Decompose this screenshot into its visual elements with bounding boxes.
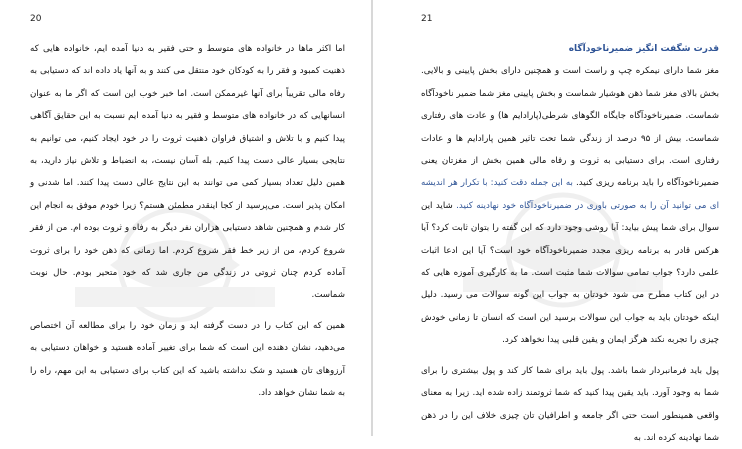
text-line: نشان دهنده این است که شما برای تغییر آماده هستید و خواهان دستیابی به آرزوهای تان (30, 343, 345, 376)
paragraph (421, 60, 719, 351)
highlighted-quote: به این جمله دقت کنید: با تکرار هر اندیشه ای می توانید آن را به صورتی باوری در (421, 178, 720, 211)
text-line: می رسید. دلیل اینکه خودتان باید به جواب این سوالات برسید این است که انسان تا زمانی (421, 290, 719, 323)
left-page (0, 0, 372, 436)
text-line: هستید و شک نداشته باشید که این کتاب برای دستیابی به این مهم، راه را به شما نشان (30, 365, 345, 399)
text-line: کمبود و فقر را به کودکان خود منتقل می کنند و به آنها یاد داده اند که دستیابی به رفاه (30, 66, 345, 99)
right-page (373, 0, 742, 443)
text-line: خط فقر شروع کردم. اما زمانی که ذهن خود را برای ثروت آماده کردم چنان ثروتی در (30, 245, 345, 279)
text-line: با تلاش و اشتیاق فراوان ذهنیت ثروت را در خود ایجاد کنیم، می توانیم به نتایجی بسیار (30, 133, 346, 167)
text-line: دارد که این گفته را بتوان ثابت کرد؟ آیا هرکس قادر به برنامه ریزی مجدد ضمیرناخودآگاه (421, 223, 720, 256)
paragraph (30, 315, 345, 405)
text-line: است حتی اگر جامعه و اطرافیان تان چیزی خلاف این را در ذهن شما نهادینه کرده اند. به (421, 410, 719, 443)
text-line: زندگی من جاری شد که خود متحیر بودم. حال نوبت شماست. (30, 268, 345, 301)
text-line: اما اکثر ماها در خانواده های متوسط و حتی فقیر به دنیا آمده ایم، خانواده هایی که ذهنیت (30, 44, 346, 77)
text-line: مالی تقریباً برای آنها غیرممکن است. اما خبر خوب این است که اگر ما به عنوان انسانهایی (30, 88, 346, 122)
text-line: خواهد داد. (258, 388, 296, 399)
text-line: شاید این سوال برای شما پیش بیاید: آیا روشی وجود (421, 200, 719, 234)
text-line: شاهد دستیابی هزاران نفر دیگر به رفاه و ثروت بوده ام. من از فقر شروع کردم، من از زیر (30, 223, 346, 256)
page-number-right: 21 (421, 14, 433, 24)
text-line: وجود آورد. باید یقین پیدا کنید که شما ثروتمند زاده شده اید. زیرا به معنای واقعی همینطور (421, 388, 719, 421)
paragraph (421, 360, 719, 449)
text-line: خود است؟ آیا این ادعا اثبات علمی دارد؟ جواب تمامی سوالات شما مثبت است. ما به (421, 245, 720, 279)
right-page-body (421, 38, 719, 449)
text-line: همین که این کتاب را در دست گرفته اید و زمان خود را برای مطالعه آن اختصاص می‌دهید، (30, 320, 345, 354)
text-line: می‌پرسید از کجا اینقدر مطمئن هستم؟ زیرا خودم موفق به انجام این کار شدم و همچنین (30, 200, 345, 234)
text-line: به ثروت و رفاه مالی همین بخش از مغزتان یعنی ضمیرناخودآگاه را باید برنامه ریزی کنید. (421, 156, 720, 189)
text-line: مغز شما دارای نیمکره چپ و راست است و همچنین دارای بخش پایینی و بالایی. بخش بالای (421, 66, 720, 99)
paragraph (30, 38, 345, 307)
heading-text: قدرت شگفت انگیز ضمیرناخودآگاه (568, 44, 719, 54)
text-line: ضمیرناخودآگاه جایگاه الگوهای شرطی(پارادایم ها) و عادت های رفتاری شماست. بیش از (421, 111, 719, 144)
page-number-left: 20 (30, 14, 42, 24)
text-line: پول باید فرمانبردار شما باشد. پول باید برای شما کار کند و پول بیشتری را برای شما به (421, 365, 719, 399)
text-line: کارگیری آموزه هایی که در این کتاب مطرح می شود خودتان به جواب این گونه سوالات (421, 268, 719, 301)
text-line: عالی دست پیدا کنیم. بله آسان نیست، به انضباط و تلاش نیاز دارید، به همین دلیل تعداد (30, 156, 346, 189)
text-line: خودش چیزی را تجربه نکند هرگز ایمان و یقین قلبی پیدا نخواهد کرد. (421, 312, 719, 346)
section-heading (421, 38, 719, 60)
text-line: بسیار کمی می توانند به این نتایج عالی دست پیدا کنند. اما شدنی و امکان پذیر است. (30, 178, 345, 211)
text-line: مغز شما ذهن هوشیار شماست و بخش پایینی مغز شما ضمیر ناخودآگاه شماست. (421, 88, 719, 122)
text-line: ۹۵ درصد از زندگی شما تحت تاثیر همین پارادایم ها و عادات رفتاری است. برای دستیابی (421, 133, 719, 167)
highlighted-quote-end: ضمیرناخودآگاه خود نهادینه کنید. (456, 200, 572, 211)
text-line: که در خانواده های متوسط و فقیر به دنیا آمده ایم نسبت به این حقایق آگاهی پیدا کنیم و (30, 111, 345, 144)
left-page-body (30, 38, 345, 405)
